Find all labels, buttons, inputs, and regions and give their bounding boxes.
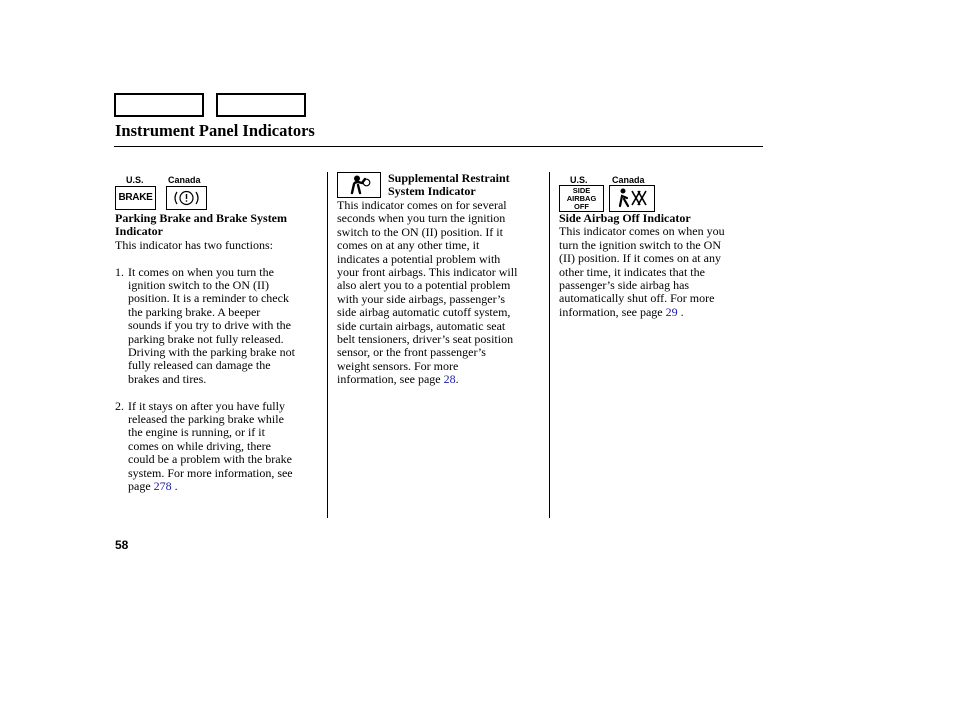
parking-brake-heading-line1: Parking Brake and Brake System [115, 211, 288, 225]
text-line: side airbag automatic cutoff system, [337, 305, 511, 320]
label-us: U.S. [126, 175, 144, 185]
page-number: 58 [115, 538, 129, 552]
srs-body [337, 199, 549, 387]
side-airbag-off-canada-icon [609, 185, 655, 212]
text-line: Driving with the parking brake not [128, 345, 295, 360]
list-item-number: 2. [115, 398, 124, 413]
srs-indicator-icon [337, 172, 381, 198]
text-line: This indicator comes on when you [559, 224, 725, 239]
text-line: weight sensors. For more [337, 358, 459, 373]
page-link-29[interactable]: 29 [665, 304, 678, 319]
list-item-number: 1. [115, 264, 124, 279]
text-line: sensor, or the front passenger’s [337, 345, 486, 360]
text-line: parking brake not fully released. [128, 331, 284, 346]
brake-exclamation-icon [166, 186, 207, 210]
text-line: with your side airbags, passenger’s [337, 291, 506, 306]
text-line: (II) position. If it comes on at any [559, 251, 721, 266]
text-line: fully released can damage the [128, 358, 271, 373]
text-line: If it stays on after you have fully [128, 398, 285, 413]
text-line: ignition switch to the ON (II) [128, 278, 269, 293]
brake-indicator-icon [115, 186, 156, 210]
text-line: also alert you to a potential problem [337, 278, 511, 293]
text-line: comes on while driving, there [128, 438, 271, 453]
page-prefix: information, see page [337, 372, 441, 387]
srs-heading-line1: Supplemental Restraint [388, 171, 510, 185]
text-line [559, 306, 759, 319]
text-line [128, 480, 327, 493]
brake-icon-text: BRAKE [118, 192, 153, 203]
text-line: the parking brake. A beeper [128, 304, 261, 319]
label-us: U.S. [570, 175, 588, 185]
page-title: Instrument Panel Indicators [115, 121, 315, 140]
text-line: position. It is a reminder to check [128, 291, 289, 306]
page-link-278[interactable]: 278 [153, 479, 172, 494]
exclamation-circle-icon [167, 187, 206, 209]
text-line: your front airbags. This indicator will [337, 265, 518, 280]
text-line: comes on at any other time, it [337, 238, 480, 253]
text-line: sounds if you try to drive with the [128, 318, 291, 333]
column-divider-1 [327, 172, 328, 518]
list-item-body [128, 266, 327, 387]
text-line: the engine is running, or if it [128, 425, 265, 440]
text-line [337, 373, 549, 386]
text-line: automatically shut off. For more [559, 291, 715, 306]
text-line: passenger’s side airbag has [559, 278, 690, 293]
text-line: other time, it indicates that the [559, 264, 705, 279]
text-line: It comes on when you turn the [128, 264, 274, 279]
parking-brake-heading-line2: Indicator [115, 224, 163, 239]
page-link-28[interactable]: 28 [443, 372, 456, 387]
list-item-2 [115, 400, 327, 494]
page-suffix: . [680, 304, 684, 319]
page-suffix: . [455, 372, 459, 387]
srs-heading [388, 172, 548, 199]
parking-brake-intro: This indicator has two functions: [115, 237, 273, 252]
text-line: seconds when you turn the ignition [337, 211, 506, 226]
side-airbag-section [559, 212, 759, 319]
index-button[interactable] [216, 93, 306, 117]
icon-text-line: AIRBAG [566, 194, 597, 203]
seated-person-airbag-off-icon [610, 186, 654, 211]
srs-heading-line2: System Indicator [388, 184, 476, 199]
text-line: side curtain airbags, automatic seat [337, 318, 506, 333]
text-line: switch to the ON (II) position. If it [337, 224, 503, 239]
side-airbag-heading: Side Airbag Off Indicator [559, 211, 691, 225]
side-airbag-off-text [560, 187, 603, 211]
main-menu-button[interactable] [114, 93, 204, 117]
text-line: turn the ignition switch to the ON [559, 237, 721, 252]
side-airbag-off-indicator-icon [559, 185, 604, 212]
page-prefix: information, see page [559, 304, 663, 319]
text-line: This indicator comes on for several [337, 198, 507, 212]
column-divider-2 [549, 172, 550, 518]
text-line: could be a problem with the brake [128, 452, 292, 467]
text-line: brakes and tires. [128, 371, 207, 386]
list-item-1 [115, 266, 327, 387]
icon-text-line: SIDE [572, 186, 591, 195]
text-line: belt tensioners, driver’s seat position [337, 332, 514, 347]
page-prefix: page [128, 479, 151, 494]
label-canada: Canada [612, 175, 645, 185]
text-line: indicates a potential problem with [337, 251, 501, 266]
parking-brake-section [115, 212, 327, 494]
title-divider [114, 146, 763, 147]
label-canada: Canada [168, 175, 201, 185]
list-item-body [128, 400, 327, 494]
icon-text-line: OFF [574, 202, 589, 211]
page-suffix: . [174, 479, 178, 494]
seatbelt-person-icon [338, 173, 380, 197]
text-line: system. For more information, see [128, 465, 293, 480]
text-line: released the parking brake while [128, 412, 284, 427]
